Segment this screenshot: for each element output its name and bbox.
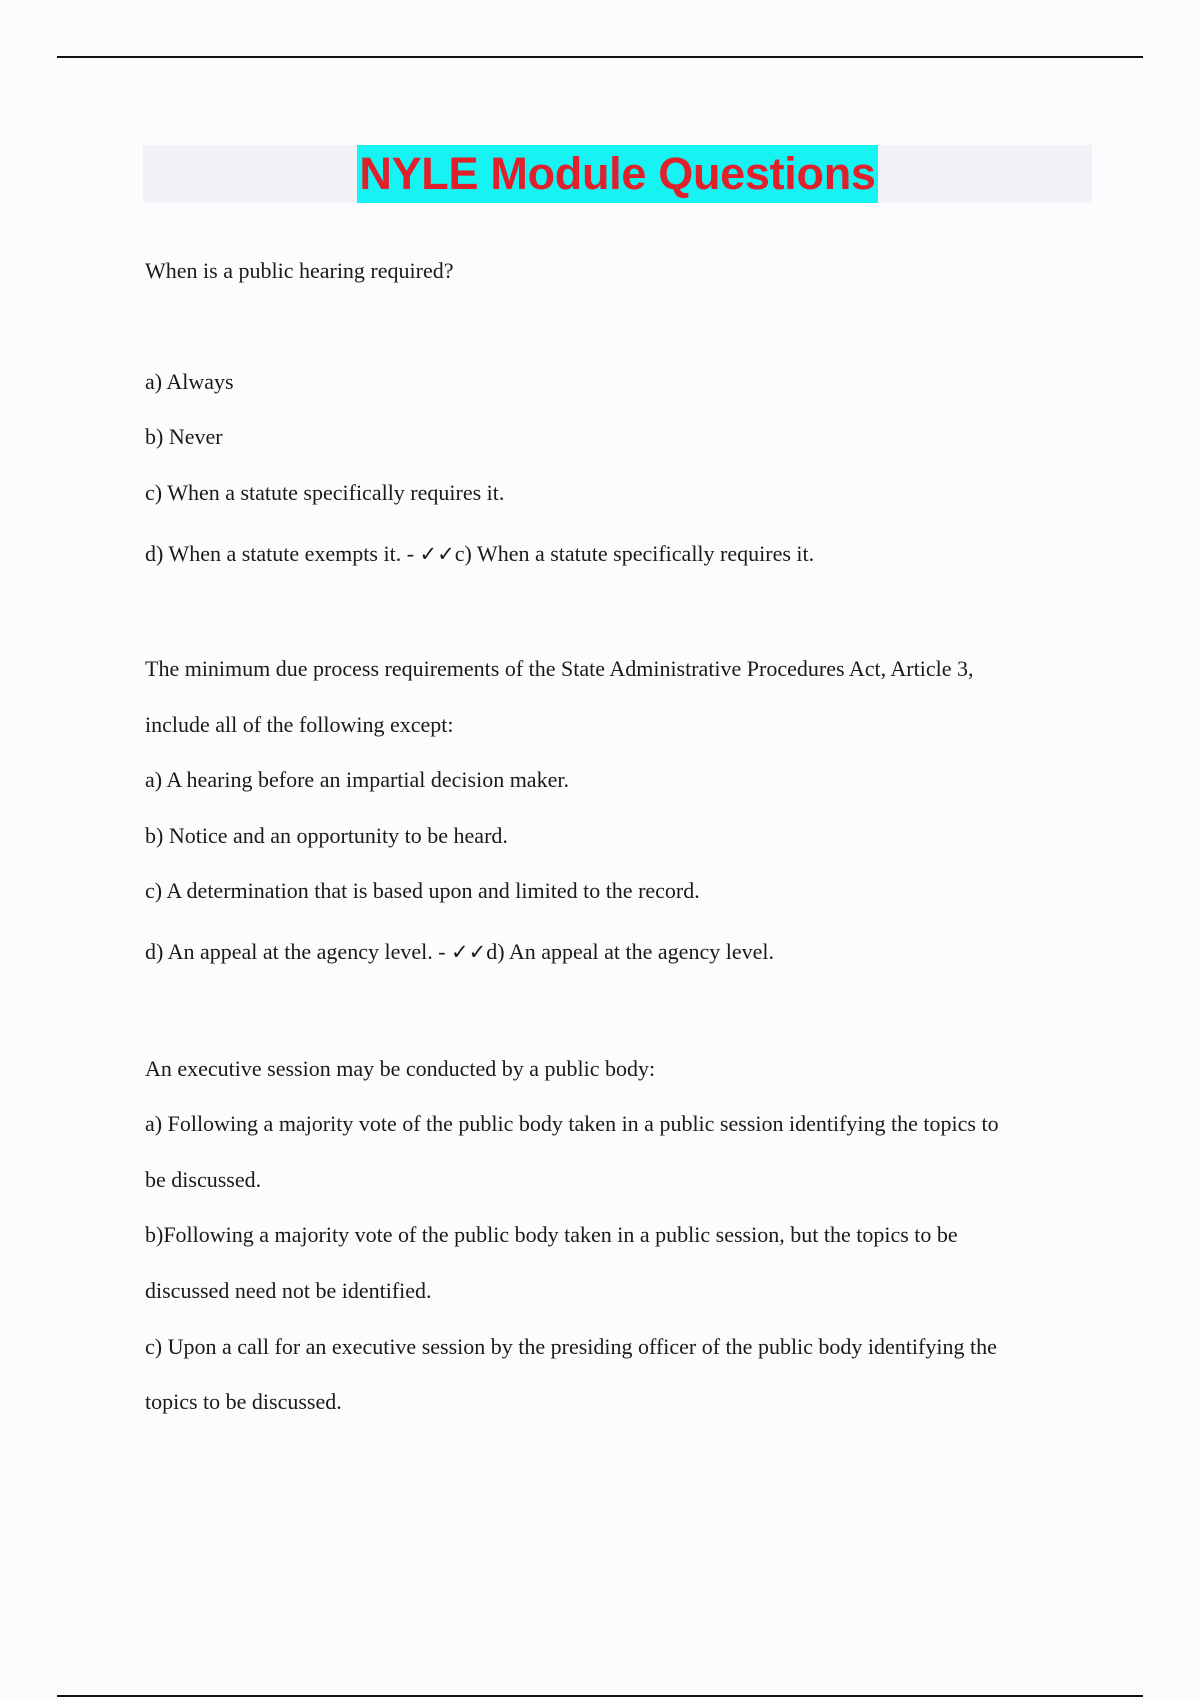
question-2-answer: d) An appeal at the agency level. [486, 939, 774, 964]
question-1-option-c: c) When a statute specifically requires it. [145, 480, 505, 505]
question-3-stem: An executive session may be conducted by a public body: [145, 1056, 656, 1081]
page-title: NYLE Module Questions [357, 145, 877, 203]
question-3-option-a-line-2: be discussed. [145, 1167, 262, 1192]
question-1-stem: When is a public hearing required? [145, 258, 454, 283]
bottom-rule [57, 1695, 1143, 1697]
question-2-option-d-answer [145, 938, 774, 966]
question-1-option-d: d) When a statute exempts it. - [145, 541, 415, 566]
question-1-answer: c) When a statute specifically requires it. [454, 541, 815, 566]
question-3-option-b-line-1: b)Following a majority vote of the public body taken in a public session, but the topics to be [145, 1222, 958, 1247]
question-3-option-c-line-1: c) Upon a call for an executive session by the presiding officer of the public body identifying the [145, 1334, 997, 1359]
question-1-option-a: a) Always [145, 369, 234, 394]
question-3-option-c-line-2: topics to be discussed. [145, 1389, 342, 1414]
question-2-option-a: a) A hearing before an impartial decision maker. [145, 767, 569, 792]
question-3-option-b-line-2: discussed need not be identified. [145, 1278, 432, 1303]
question-3-option-a-line-1: a) Following a majority vote of the public body taken in a public session identifying the topics to [145, 1111, 999, 1136]
title-band [143, 145, 1092, 203]
question-2-stem-line-1: The minimum due process requirements of the State Administrative Procedures Act, Article 3, [145, 656, 974, 681]
question-2-option-b: b) Notice and an opportunity to be heard. [145, 823, 508, 848]
double-check-icon: ✓✓ [419, 542, 455, 566]
question-2-stem-line-2: include all of the following except: [145, 712, 454, 737]
question-1-option-d-answer [145, 540, 814, 568]
question-2-option-c: c) A determination that is based upon and limited to the record. [145, 878, 700, 903]
double-check-icon: ✓✓ [451, 940, 487, 964]
question-1-option-b: b) Never [145, 424, 223, 449]
question-2-option-d: d) An appeal at the agency level. - [145, 939, 446, 964]
top-rule [57, 56, 1143, 58]
